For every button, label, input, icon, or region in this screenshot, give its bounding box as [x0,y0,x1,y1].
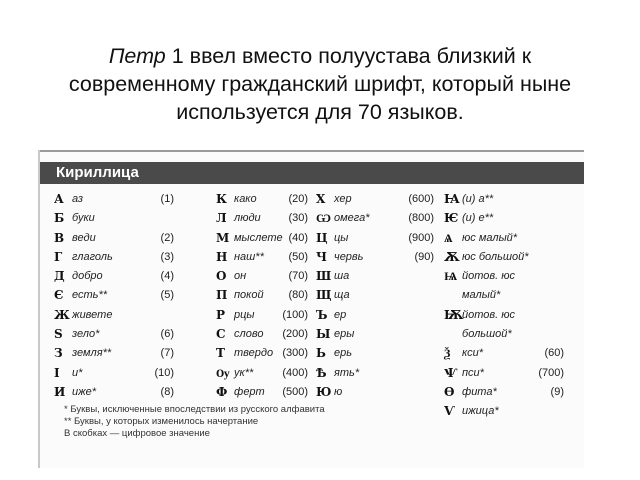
letter-value: (7) [160,347,174,360]
letter-name: живете [72,308,113,321]
letter-row [316,248,434,267]
letter-glyph: Т [216,346,225,361]
letter-value: (200) [282,328,308,341]
letter-name: червь [334,250,364,263]
letter-name: иже* [72,385,97,398]
letter-row [216,364,308,383]
letter-name: рцы [234,308,255,321]
letter-glyph: Х [316,192,326,206]
letter-name: юс большой* [462,250,529,263]
letter-name: юс малый* [462,231,518,244]
letter-name: ша [334,270,350,283]
letter-row [54,229,174,248]
letter-glyph: Г [54,249,63,264]
letter-row [216,286,308,305]
letter-glyph: Є [54,288,64,303]
letter-name: ук** [234,366,254,379]
letter-name: покой [234,289,264,302]
letter-glyph: Ѯ [444,346,451,361]
letter-value: (8) [160,385,174,398]
letter-glyph: Ѥ [444,211,459,226]
letter-glyph: Ѵ [444,404,455,419]
letter-glyph: Ѧ [444,230,453,245]
letter-value: (30) [288,212,308,225]
letter-name: (и) е** [462,212,494,225]
letter-name: ерь [334,347,353,360]
letter-glyph: Ц [316,230,328,245]
letter-name: цы [334,231,349,244]
letter-value: (10) [154,366,174,379]
table-title-banner [40,162,584,184]
letter-glyph: И [54,384,66,399]
scan-top-rule [40,150,584,152]
letter-glyph: Щ [316,288,332,303]
caption-text: 1 ввел вместо полуустава близкий к современному гражданский шрифт, который ныне используется для 70 языков. [68,44,572,124]
letter-name: ижица* [462,405,499,418]
letter-row [216,383,308,402]
letter-name: фита* [462,385,497,398]
letter-name: како [234,193,257,205]
letter-row [444,209,564,228]
letter-value: (6) [160,328,174,341]
letter-row [54,286,174,305]
letter-glyph: Ж [54,307,70,322]
footnote: ** Буквы, у которых изменилось начертание [64,416,259,427]
letter-row [444,364,564,383]
letter-row [216,325,308,344]
letter-name: он [234,270,247,283]
letter-glyph: Ѫ [444,249,460,264]
letter-name: добро [72,270,103,283]
letter-value: (5) [160,289,174,302]
letters-column-1 [54,190,190,402]
letter-value: (1) [160,193,174,205]
letter-name: ща [334,289,350,302]
letter-value: (2) [160,231,174,244]
letter-glyph: Ѳ [444,384,455,399]
footnotes [64,404,564,440]
cyrillic-table-scan [38,150,584,468]
letter-row [444,248,564,267]
letter-name: зело* [72,328,100,341]
letter-row [54,190,174,209]
letter-row [54,344,174,363]
letter-row [444,190,564,209]
letter-value: (600) [408,193,434,205]
letter-name: земля** [72,347,112,360]
letter-value: (700) [538,366,564,379]
letter-row [216,344,308,363]
letter-name: аз [72,193,83,205]
letter-row [54,209,174,228]
letter-name: твердо [234,347,274,360]
letter-name: и* [72,366,83,379]
letter-name: кси* [462,347,483,360]
letter-row [54,383,174,402]
letter-row [444,267,564,286]
letter-glyph: Ъ [316,307,328,322]
letter-row [316,325,434,344]
letter-glyph: Ь [316,346,326,361]
letter-name: глаголь [72,250,113,263]
letter-value: (20) [288,193,308,205]
letter-name: есть** [72,289,108,302]
letter-value: (300) [282,347,308,360]
letter-glyph: О [216,269,227,284]
letter-value: (60) [544,347,564,360]
letter-row [216,267,308,286]
letter-value: (90) [414,250,434,263]
letter-row [444,344,564,363]
letter-row [216,306,308,325]
letter-name: ферт [234,385,265,398]
table-title: Кириллица [56,164,139,181]
letter-name: (и) а** [462,193,494,205]
letter-glyph: Ѱ [444,365,458,380]
letter-name: пси* [462,366,484,379]
letter-value: (900) [408,231,434,244]
letter-row [316,383,434,402]
letter-row [316,286,434,305]
letter-row [316,364,434,383]
footnote: В скобках — цифровое значение [64,428,210,439]
letter-glyph: П [216,288,228,303]
letter-glyph: А [54,192,64,206]
letter-glyph: Ѭ [444,307,464,322]
letter-glyph: Д [54,269,65,284]
letter-row [216,248,308,267]
letter-glyph: Ч [316,249,327,264]
letter-value: (3) [160,250,174,263]
letter-row [316,267,434,286]
letter-row [444,383,564,402]
letter-glyph: Ѩ [444,269,458,284]
letter-name: веди [72,231,96,244]
letter-glyph: Л [216,211,227,226]
letter-glyph: Ш [316,269,332,284]
letters-column-3 [316,190,455,402]
letter-value: (500) [282,385,308,398]
letter-glyph: Б [54,211,65,226]
letter-glyph: С [216,327,226,342]
letter-value: (100) [282,308,308,321]
letter-name: слово [234,328,264,341]
letter-row [216,229,308,248]
letter-glyph: З [54,346,63,361]
letter-value: (80) [288,289,308,302]
letter-name: буки [72,212,95,225]
letter-name: мыслете [234,231,283,244]
letter-row [316,229,434,248]
letter-row [444,306,564,325]
letter-name: ю [334,385,343,398]
letter-name: еры [334,328,355,341]
letter-glyph: Ѹ [216,365,230,380]
letter-glyph: Р [216,307,226,322]
letter-glyph: Ѡ [316,211,332,226]
letter-row [316,344,434,363]
letter-glyph: Ы [316,327,331,342]
letter-value: (400) [282,366,308,379]
letter-glyph: В [54,230,65,245]
letter-name: йотов. юс [462,308,516,321]
letter-value: (40) [288,231,308,244]
letter-row [54,325,174,344]
letter-value: (70) [288,270,308,283]
letter-row [444,229,564,248]
letter-glyph: Ф [216,384,228,399]
letter-name: большой* [462,328,512,341]
letter-name: омега* [334,212,370,225]
letter-row [54,248,174,267]
caption-lead: Петр [108,44,166,68]
letter-glyph: І [54,365,60,380]
letter-glyph: Ю [316,384,332,399]
letter-glyph: Ѕ [54,327,63,342]
letter-value: (4) [160,270,174,283]
letter-name: наш** [234,250,264,263]
letter-name: йотов. юс [462,270,516,283]
letter-row [54,306,174,325]
letter-glyph: М [216,230,230,245]
letter-row [316,190,434,209]
letter-row [54,267,174,286]
letter-value: (50) [288,250,308,263]
letter-name: люди [234,212,261,225]
letter-row [444,286,564,305]
letter-value: (800) [408,212,434,225]
letter-glyph: Н [216,249,228,264]
letter-glyph: Ѣ [316,365,327,380]
letter-glyph: К [216,192,227,206]
letter-value: (9) [550,385,564,398]
letter-glyph: Ꙗ [444,192,460,206]
letter-name: ер [334,308,347,321]
letter-name: хер [334,193,352,205]
letter-row [216,190,308,209]
letter-name: малый* [462,289,501,302]
letter-row [444,325,564,344]
footnote: * Буквы, исключенные впоследствии из русского алфавита [64,404,325,415]
letter-row [54,364,174,383]
letter-row [316,209,434,228]
letter-row [316,306,434,325]
letters-column-4 [444,190,580,422]
slide-caption [40,42,600,126]
letter-name: ять* [334,366,360,379]
letter-row [216,209,308,228]
